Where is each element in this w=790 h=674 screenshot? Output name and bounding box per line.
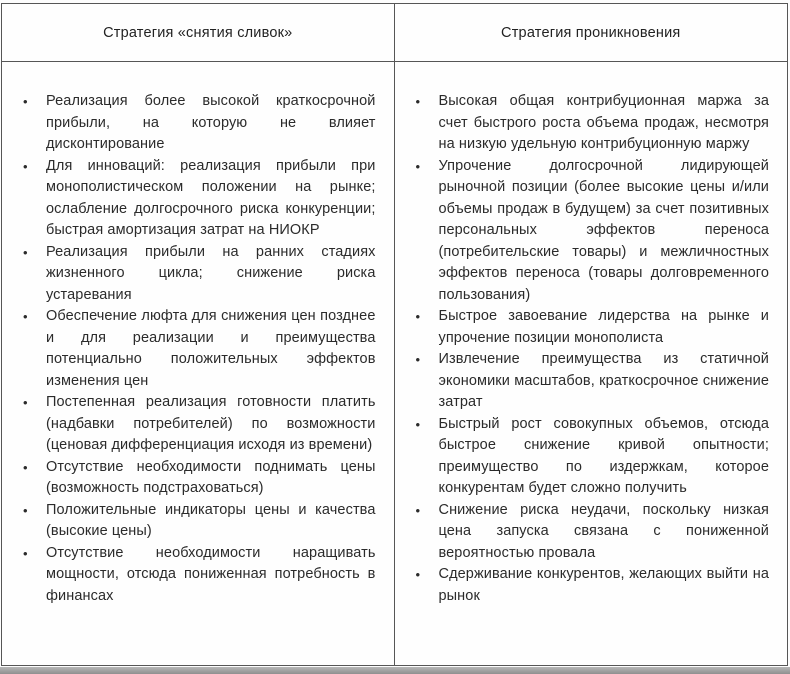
list-item [413, 349, 770, 414]
bullet-icon: • [23, 395, 28, 410]
list-item-text: Отсутствие необходимости наращивать мощности, отсюда пониженная потребность в финансах [46, 544, 376, 604]
bullet-icon: • [415, 309, 421, 324]
column-header-penetration [395, 4, 788, 62]
bullet-icon: • [415, 502, 421, 518]
list-item-text: Сдерживание конкурентов, желающих выйти на рынок [438, 566, 769, 604]
column-body-penetration [395, 62, 788, 665]
page-edge-shadow [0, 667, 790, 674]
bullet-icon: • [415, 158, 421, 174]
bullet-icon: • [23, 94, 28, 109]
list-item-text: Извлечение преимущества из статичной экономики масштабов, краткосрочное снижение затрат [438, 351, 769, 410]
list-item-text: Для инноваций: реализация прибыли при монополистическом положении на рынке; ослабление долгосрочного риска конкуренции; быстрая амортизация затрат на НИОКР [46, 157, 376, 238]
list-item-text: Реализация прибыли на ранних стадиях жизненного цикла; снижение риска устаревания [46, 243, 376, 303]
column-header-skimming [2, 4, 395, 62]
bullet-icon: • [23, 244, 28, 260]
bullet-icon: • [415, 94, 421, 109]
list-item [413, 414, 770, 500]
list-item [413, 564, 770, 607]
list-item [413, 91, 770, 156]
list-item [413, 500, 770, 565]
list-item-text: Обеспечение люфта для снижения цен позднее и для реализации и преимущества потенциально положительных эффектов изменения цен [46, 308, 376, 389]
list-item [20, 543, 376, 608]
list-item-text: Высокая общая контрибуционная маржа за счет быстрого роста объема продаж, несмотря на низкую удельную контрибуционную маржу [438, 93, 769, 152]
strategy-comparison-table [1, 3, 788, 666]
list-item [413, 306, 770, 349]
list-item-text: Постепенная реализация готовности платить (надбавки потребителей) по возможности (ценовая дифференциация исходя из времени) [46, 394, 376, 453]
bullet-icon: • [23, 158, 28, 174]
list-item-text: Быстрый рост совокупных объемов, отсюда быстрое снижение кривой опытности; преимущество по издержкам, которое конкурентам будет сложно получить [438, 415, 769, 496]
list-item-text: Реализация более высокой краткосрочной прибыли, на которую не влияет дисконтирование [46, 93, 376, 152]
list-item-text: Отсутствие необходимости поднимать цены (возможность подстраховаться) [46, 458, 376, 496]
list-item [20, 242, 376, 307]
bullet-icon: • [23, 459, 28, 475]
column-header-skimming-label: Стратегия «снятия сливок» [103, 24, 293, 41]
bullet-icon: • [415, 416, 421, 432]
list-item [20, 457, 376, 500]
list-item [20, 91, 376, 156]
list-item [20, 392, 376, 457]
list-item [20, 306, 376, 392]
column-header-penetration-label: Стратегия проникновения [501, 24, 681, 41]
list-item-text: Снижение риска неудачи, поскольку низкая цена запуска связана с пониженной вероятностью провала [438, 501, 769, 561]
bullet-icon: • [415, 352, 421, 367]
bullet-icon: • [415, 567, 421, 582]
bullet-icon: • [23, 309, 28, 324]
list-item-text: Положительные индикаторы цены и качества (высокие цены) [46, 501, 376, 539]
bullet-icon: • [23, 545, 28, 561]
list-item [413, 156, 770, 307]
list-item [20, 500, 376, 543]
list-item [20, 156, 376, 242]
list-item-text: Быстрое завоевание лидерства на рынке и упрочение позиции монополиста [438, 308, 769, 346]
bullet-icon: • [23, 502, 28, 518]
column-body-skimming [2, 62, 395, 665]
list-item-text: Упрочение долгосрочной лидирующей рыночной позиции (более высокие цены и/или объемы продаж в будущем) за счет позитивных персональных эффектов переноса (потребительские товары) и межличностных эффектов переноса (товары долговременного пользования) [438, 157, 769, 303]
